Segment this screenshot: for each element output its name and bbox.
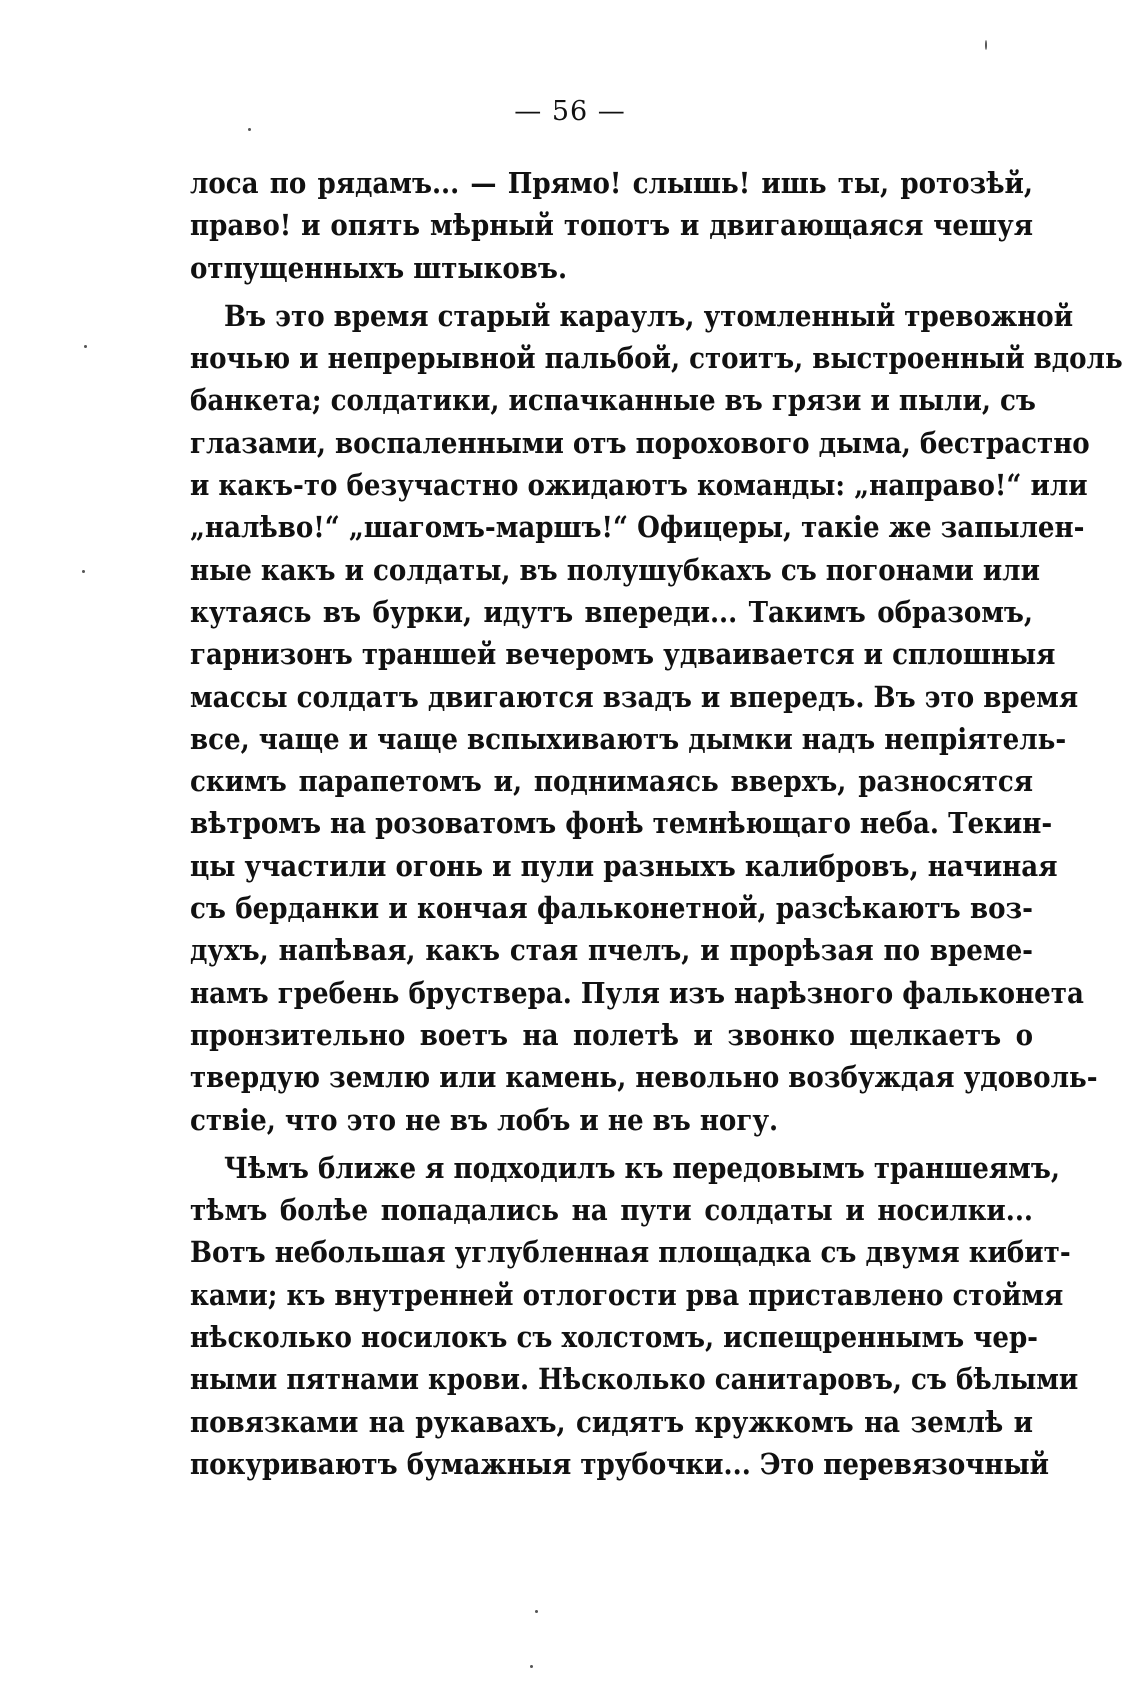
text-line: „налѣво!“ „шагомъ-маршъ!“ Офицеры, такіе же запылен- (190, 510, 1085, 545)
text-line: ночью и непрерывной пальбой, стоитъ, выстроенный вдоль (190, 341, 1123, 376)
text-line: духъ, напѣвая, какъ стая пчелъ, и прорѣзая по време- (190, 933, 1033, 968)
text-line: ствіе, что это не въ лобъ и не въ ногу. (190, 1102, 779, 1137)
text-line: повязками на рукавахъ, сидятъ кружкомъ на землѣ и (190, 1404, 1033, 1439)
text-line: вѣтромъ на розоватомъ фонѣ темнѣющаго неба. Текин- (190, 806, 1053, 841)
text-line: скимъ парапетомъ и, поднимаясь вверхъ, разносятся (190, 764, 1033, 799)
page-number: — 56 — (514, 96, 626, 127)
text-line: съ берданки и кончая фальконетной, разсѣкаютъ воз- (190, 891, 1033, 926)
scan-speck (530, 1665, 533, 1668)
text-line: кутаясь въ бурки, идутъ впереди... Такимъ образомъ, (190, 594, 1033, 629)
text-line: Вотъ небольшая углубленная площадка съ двумя кибит- (190, 1235, 1071, 1270)
text-line: тѣмъ болѣе попадались на пути солдаты и носилки... (190, 1193, 1033, 1228)
text-line: лоса по рядамъ... — Прямо! слышь! ишь ты, ротозѣй, (190, 166, 1033, 200)
text-line: право! и опять мѣрный топотъ и двигающаяся чешуя (190, 208, 1033, 243)
text-line: Въ это время старый караулъ, утомленный тревожной (224, 298, 1074, 333)
scan-speck (248, 128, 251, 131)
text-line: ные какъ и солдаты, въ полушубкахъ съ погонами или (190, 552, 1040, 587)
text-line: твердую землю или камень, невольно возбуждая удоволь- (190, 1060, 1098, 1095)
scan-speck (82, 570, 85, 573)
text-line: банкета; солдатики, испачканные въ грязи и пыли, съ (190, 383, 1036, 418)
text-line: ками; къ внутренней отлогости рва приставлено стоймя (190, 1277, 1064, 1312)
text-line: нѣсколько носилокъ съ холстомъ, испещреннымъ чер- (190, 1320, 1039, 1355)
text-line: ными пятнами крови. Нѣсколько санитаровъ, съ бѣлыми (190, 1362, 1079, 1397)
text-line: массы солдатъ двигаются взадъ и впередъ. Въ это время (190, 679, 1079, 714)
text-line: пронзительно воетъ на полетѣ и звонко щелкаетъ о (190, 1017, 1033, 1052)
text-line: цы участили огонь и пули разныхъ калибровъ, начиная (190, 848, 1058, 883)
scan-speck (535, 1610, 538, 1613)
text-line: Чѣмъ ближе я подходилъ къ передовымъ траншеямъ, (224, 1150, 1060, 1185)
text-line: гарнизонъ траншей вечеромъ удваивается и сплошныя (190, 637, 1056, 672)
text-line: отпущенныхъ штыковъ. (190, 250, 568, 285)
text-line: глазами, воспаленными отъ порохового дыма, бестрастно (190, 425, 1090, 460)
text-line: и какъ-то безучастно ожидаютъ команды: „направо!“ или (190, 468, 1088, 503)
scan-speck (84, 345, 87, 348)
text-line: все, чаще и чаще вспыхиваютъ дымки надъ непріятель- (190, 721, 1067, 756)
text-line: намъ гребень бруствера. Пуля изъ нарѣзного фальконета (190, 975, 1084, 1010)
body-text (190, 162, 1123, 1485)
scan-speck (985, 40, 987, 50)
text-line: покуриваютъ бумажныя трубочки... Это перевязочный (190, 1446, 1049, 1481)
